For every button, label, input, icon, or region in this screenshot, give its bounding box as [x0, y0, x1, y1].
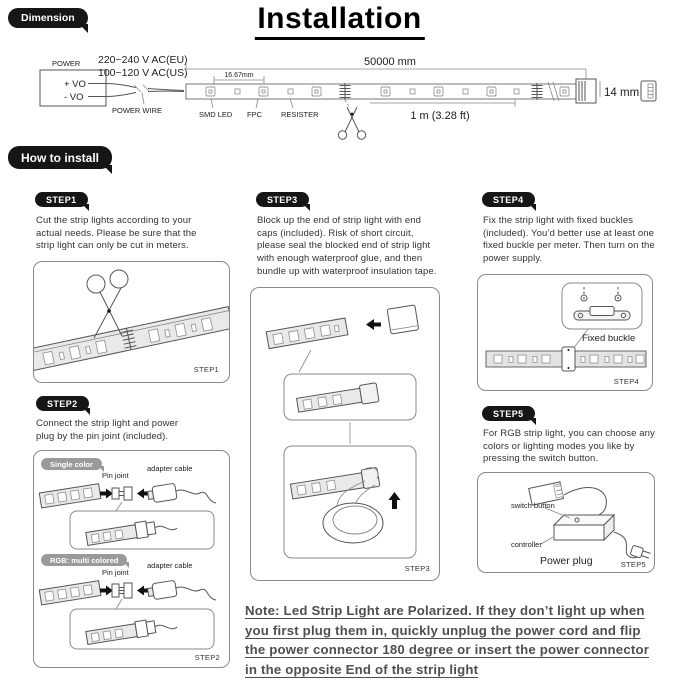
- capped-strip-icon: [290, 467, 380, 500]
- fixed-buckle-label: Fixed buckle: [582, 332, 636, 344]
- pin-joint-icon: [112, 487, 132, 500]
- polarity-note: [245, 601, 679, 679]
- cut-length-dimension: [370, 99, 515, 122]
- adapter-cable-label: adapter cable: [147, 560, 193, 570]
- strip-icon: [39, 483, 101, 507]
- step2-figure-label: STEP2: [194, 652, 220, 662]
- step2-figure: [33, 450, 230, 668]
- arrow-right-icon: [100, 585, 113, 595]
- power-wire-label: POWER WIRE: [112, 106, 162, 115]
- pin-joint-label: Pin joint: [102, 567, 129, 577]
- note-line: the power connector 180 degree or insert the power connector: [245, 642, 650, 657]
- rgb-multi-colored-pill: RGB: multi colored: [41, 554, 127, 567]
- page-title: Installation: [254, 2, 424, 40]
- arrow-left-icon: [366, 319, 381, 330]
- arrow-up-icon: [389, 492, 401, 509]
- minus-vo-label: - VO: [64, 92, 84, 103]
- controller-icon: [554, 515, 614, 540]
- step4-figure: [477, 274, 653, 391]
- arrow-right-icon: [100, 488, 113, 498]
- column-3: [477, 190, 663, 573]
- strip-width-label: 14 mm: [604, 87, 640, 99]
- smd-led-label: SMD LED: [199, 110, 233, 119]
- step5-figure: [477, 472, 655, 573]
- end-connector-icon: [576, 79, 600, 103]
- adapter-cable-label: adapter cable: [147, 463, 193, 473]
- screw-icon: [615, 287, 621, 301]
- spare-connector-icon: [641, 81, 656, 101]
- adapter-cable-icon: [147, 580, 177, 600]
- dimension-diagram: [0, 46, 679, 144]
- scissors-icon: [338, 100, 365, 139]
- voltage-us-label: 100~120 V AC(US): [98, 67, 188, 79]
- how-to-install-badge: [8, 146, 112, 169]
- single-color-pill: Single color: [41, 458, 102, 471]
- step1-badge: STEP1: [35, 192, 88, 207]
- cut-mark-icon: [340, 83, 351, 100]
- step1-figure-art: [34, 262, 229, 382]
- fixed-buckle-icon: [574, 306, 630, 320]
- step4-figure-label: STEP4: [613, 376, 639, 386]
- pin-joint-label: Pin joint: [102, 470, 129, 480]
- step4-badge: STEP4: [482, 192, 535, 207]
- strip-icon: [266, 318, 348, 349]
- pitch-label: 16.67mm: [224, 72, 254, 79]
- note-line: you first plug them in, quickly unplug the power cord and flip: [245, 622, 641, 638]
- step3-figure-label: STEP3: [404, 563, 430, 573]
- total-length-label: 50000 mm: [364, 56, 416, 68]
- dimension-badge-label: Dimension: [21, 12, 75, 24]
- power-plug-label: Power plug: [540, 555, 593, 568]
- wire: [176, 587, 216, 600]
- led-strip: [186, 82, 576, 101]
- resister-label: RESISTER: [281, 110, 319, 119]
- cut-length-label: 1 m (3.28 ft): [410, 110, 470, 122]
- column-1: [33, 190, 230, 668]
- step5-figure-label: STEP5: [620, 560, 646, 570]
- step5-badge: STEP5: [482, 406, 535, 421]
- strip-icon: [39, 580, 101, 604]
- pin-joint-rgb-icon: [112, 583, 132, 598]
- adapter-cable-icon: [147, 483, 177, 503]
- fpc-label: FPC: [247, 110, 262, 119]
- step3-figure: [250, 287, 440, 581]
- power-label: POWER: [52, 59, 81, 68]
- switch-button-label: switch button: [511, 501, 555, 511]
- screw-icon: [581, 287, 587, 301]
- joined-strip-icon: [85, 615, 177, 645]
- step3-text: Block up the end of strip light with end caps (included). Risk of short circuit, please seal the blocked end of strip light with enough waterproof glue, and then bundle up with waterproof insulation tape.: [257, 215, 437, 277]
- cut-mark-icon: [532, 83, 543, 100]
- step1-text: Cut the strip lights according to your actual needs. Please be sure that the strip light can only be cut in meters.: [36, 215, 197, 252]
- step3-badge: STEP3: [256, 192, 309, 207]
- voltage-eu-label: 220~240 V AC(EU): [98, 54, 188, 66]
- dimension-badge: [8, 8, 88, 28]
- step5-text: For RGB strip light, you can choose any colors or lighting modes you like by pressing the switch button.: [483, 427, 655, 465]
- mounted-strip-icon: [486, 347, 646, 371]
- step1-figure: [33, 261, 230, 383]
- scissors-icon: [87, 270, 128, 338]
- wire: [176, 490, 216, 503]
- note-line: Note: Led Strip Light are Polarized. If they don’t light up when: [245, 603, 645, 618]
- step1-figure-label: STEP1: [193, 365, 219, 375]
- step3-figure-art: [251, 288, 439, 580]
- controller-label: controller: [511, 540, 542, 550]
- pitch-dimension: [214, 72, 264, 84]
- step2-badge: STEP2: [36, 396, 89, 411]
- how-to-install-label: How to install: [21, 151, 99, 165]
- joined-strip-icon: [85, 516, 177, 546]
- note-line: in the opposite End of the strip light: [245, 661, 479, 677]
- plus-vo-label: + VO: [64, 79, 86, 90]
- column-2: [250, 190, 442, 581]
- step4-text: Fix the strip light with fixed buckles (included). You’d better use at least one fixed buckle per meter. Then turn on the power supply.: [483, 215, 655, 265]
- strip-icon: [34, 307, 229, 371]
- capped-strip-icon: [296, 382, 379, 413]
- step2-text: Connect the strip light and power plug by the pin joint (included).: [36, 418, 179, 442]
- end-cap-icon: [387, 305, 419, 334]
